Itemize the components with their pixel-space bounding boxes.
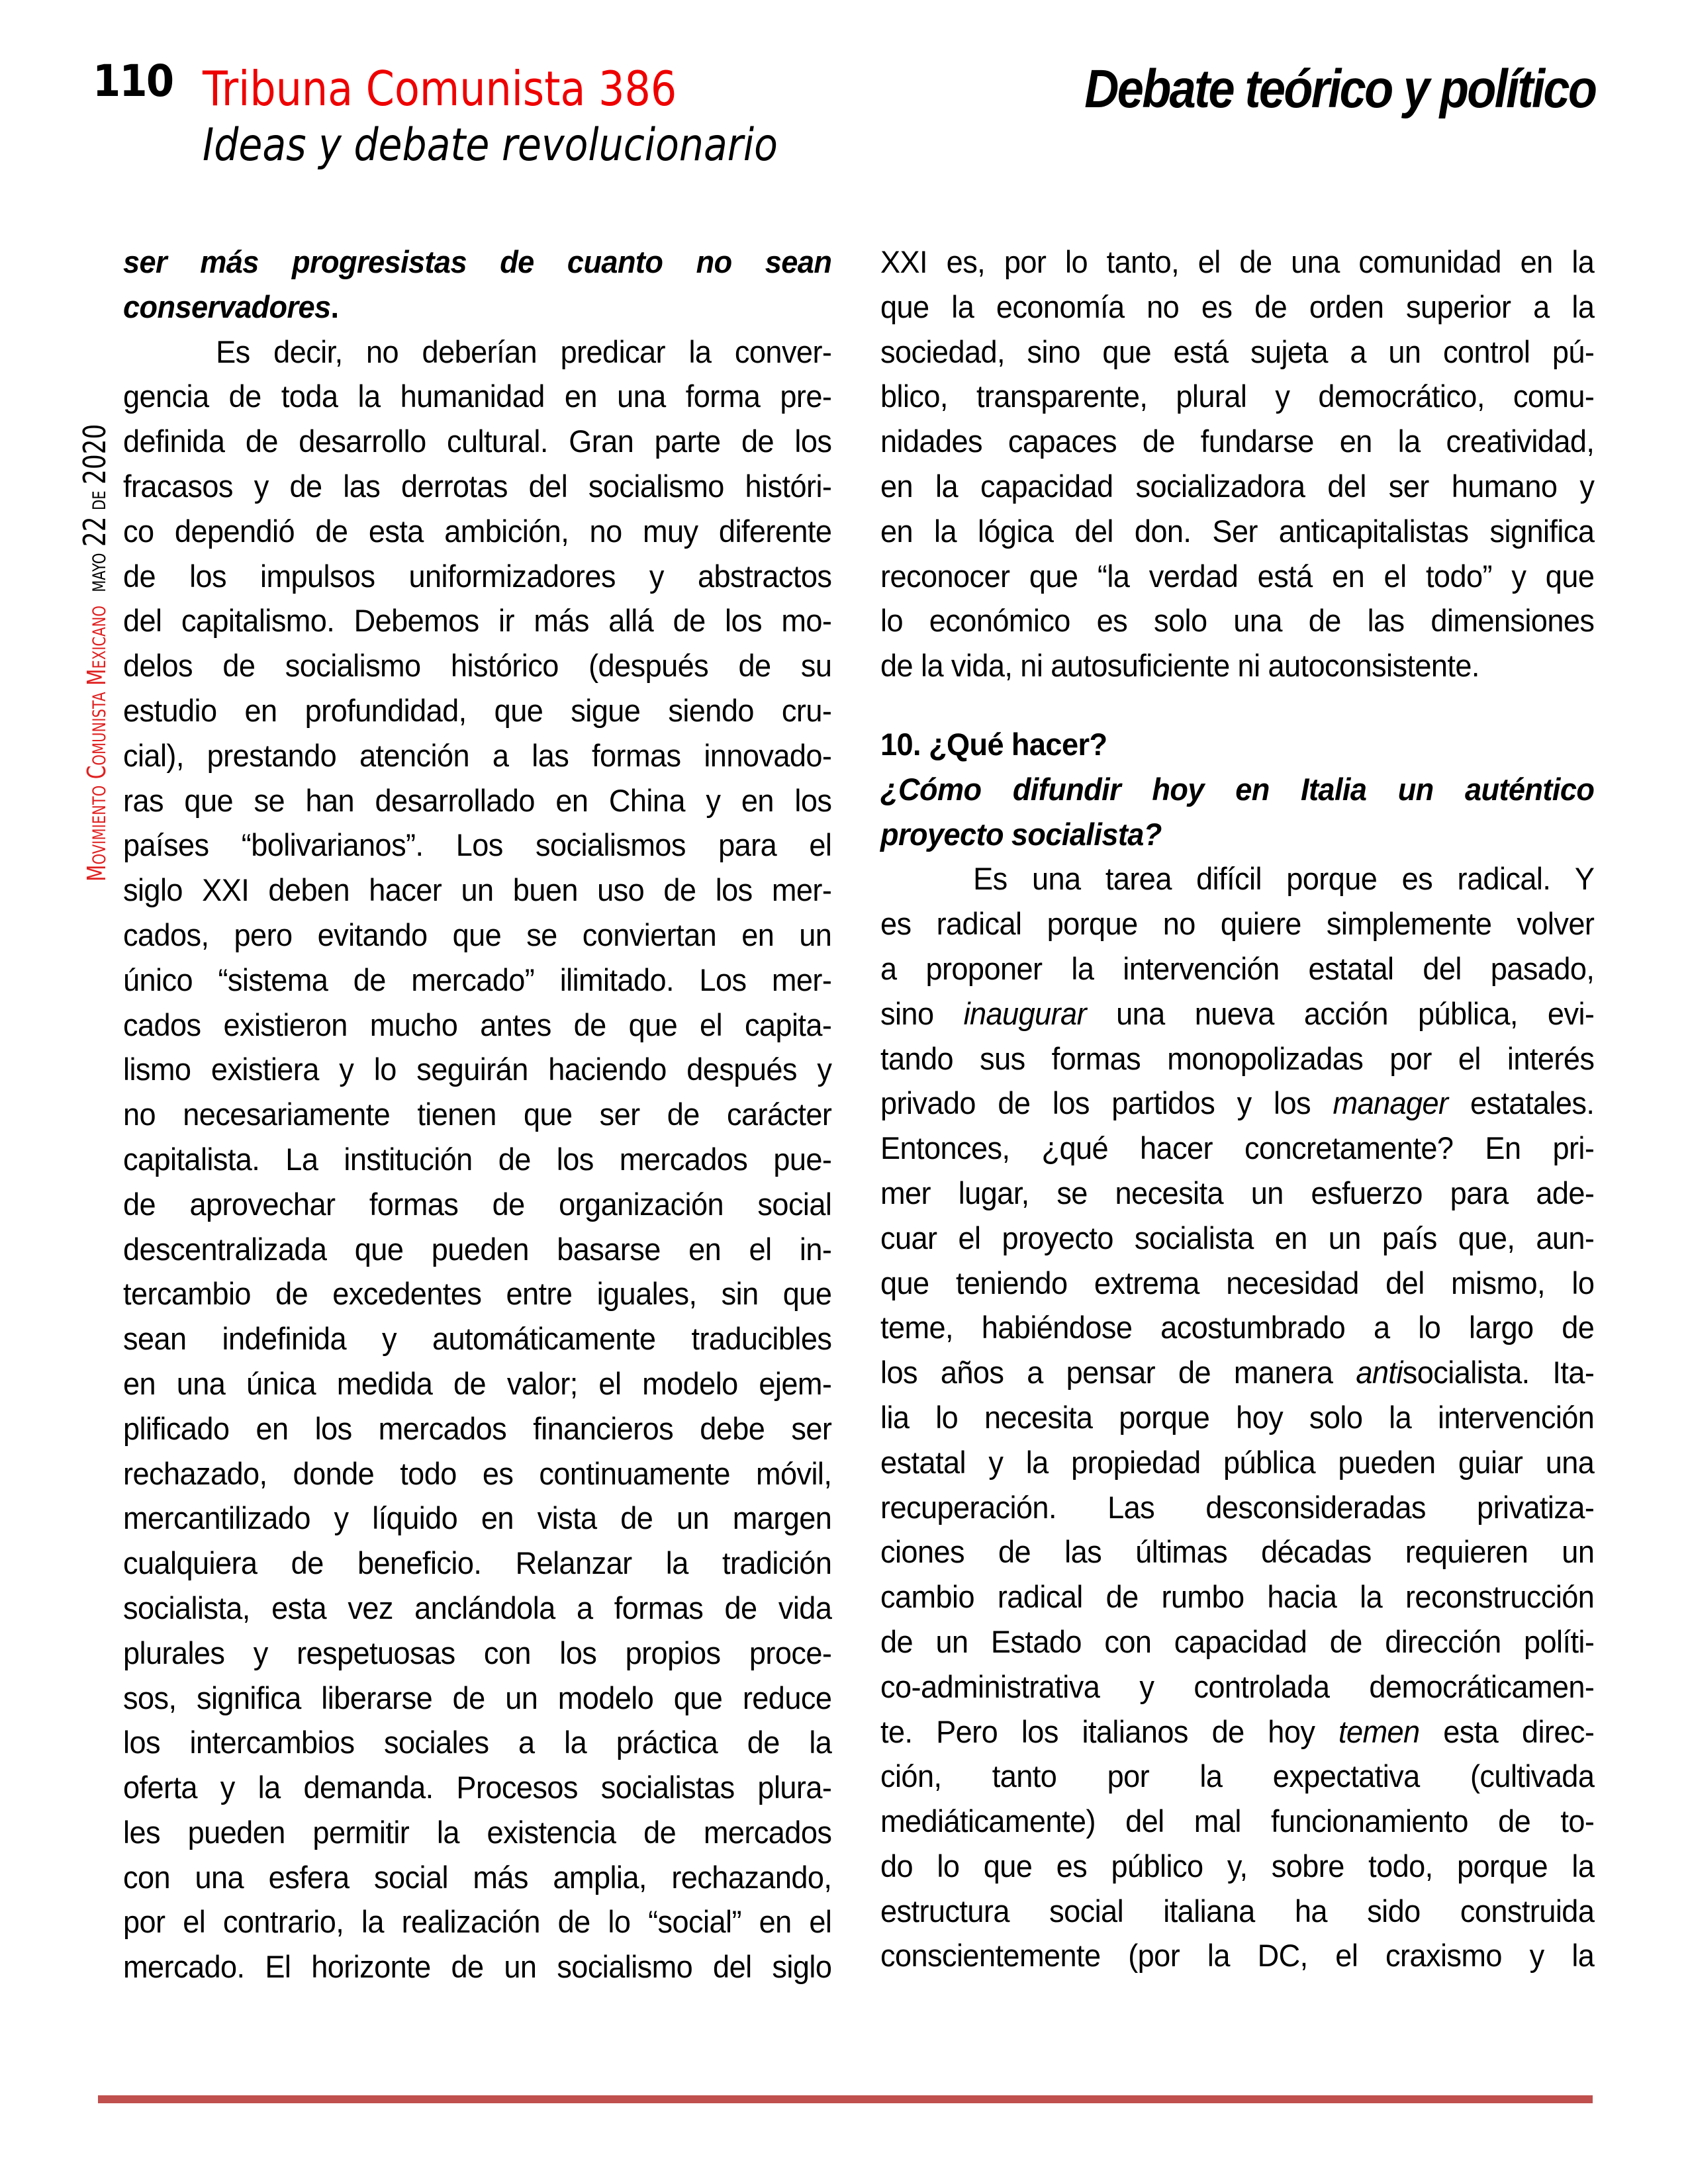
text-segment: privado de los partidos y los	[880, 1085, 1333, 1121]
text-line	[880, 1081, 1594, 1126]
text-segment: que teniendo extrema necesidad del mismo, lo	[880, 1265, 1595, 1300]
text-line	[880, 240, 1594, 285]
text-line	[123, 509, 831, 554]
text-line	[880, 464, 1594, 509]
text-line	[123, 1227, 831, 1272]
text-segment: te. Pero los italianos de hoy	[880, 1713, 1339, 1749]
text-segment: de aprovechar formas de organización social	[123, 1186, 832, 1222]
text-segment: por el contrario, la realización de lo “social” en el	[123, 1904, 832, 1940]
text-segment: sino	[880, 995, 964, 1031]
text-segment: mercantilizado y líquido en vista de un margen	[123, 1500, 832, 1536]
text-line	[123, 643, 831, 688]
text-line	[123, 419, 831, 464]
text-segment: siglo XXI deben hacer un buen uso de los mer-	[123, 872, 832, 908]
text-segment: cuar el proyecto socialista en un país que, aun-	[880, 1220, 1595, 1255]
text-line	[880, 598, 1594, 643]
text-segment: reconocer que “la verdad está en el todo” y que	[880, 558, 1595, 594]
text-segment: rechazado, donde todo es continuamente móvil,	[123, 1455, 832, 1491]
text-line	[123, 1182, 831, 1227]
text-segment: mercado. El horizonte de un socialismo del siglo	[123, 1949, 832, 1985]
text-segment: delos de socialismo histórico (después de su	[123, 648, 832, 684]
text-line	[123, 285, 831, 330]
text-line	[880, 1574, 1594, 1619]
text-segment: a proponer la intervención estatal del pasado,	[880, 950, 1595, 986]
text-segment: fracasos y de las derrotas del socialismo históri-	[123, 468, 832, 504]
magazine-title: Tribuna Comunista 386	[203, 61, 677, 116]
text-segment: estatal y la propiedad pública pueden guiar una	[880, 1444, 1595, 1480]
text-segment: es radical porque no quiere simplemente volver	[880, 906, 1595, 942]
text-line	[880, 554, 1594, 599]
text-segment: capitalista. La institución de los mercados pue-	[123, 1141, 832, 1177]
text-line	[880, 1529, 1594, 1574]
text-segment: único “sistema de mercado” ilimitado. Los mer-	[123, 962, 832, 997]
text-line	[123, 1137, 831, 1182]
right-column-intro	[880, 240, 1594, 688]
right-column	[880, 240, 1594, 1978]
text-line	[880, 1395, 1594, 1440]
text-line	[880, 419, 1594, 464]
text-segment: blico, transparente, plural y democrático, comu-	[880, 379, 1595, 414]
text-segment: conscientemente (por la DC, el craxismo y la	[880, 1938, 1595, 1974]
text-line	[880, 1709, 1594, 1754]
text-segment: do lo que es público y, sobre todo, porque la	[880, 1848, 1595, 1884]
text-line	[123, 1765, 831, 1810]
text-line	[123, 374, 831, 419]
text-line	[880, 1933, 1594, 1978]
left-column	[123, 240, 831, 1989]
text-segment: estructura social italiana ha sido construida	[880, 1893, 1595, 1929]
text-line	[880, 1664, 1594, 1709]
sidebar-date	[77, 424, 113, 592]
sidebar-date-de: de	[82, 490, 111, 510]
text-segment: de la vida, ni autosuficiente ni autoconsistente.	[880, 648, 1479, 684]
text-segment: socialista, esta vez anclándola a formas de vida	[123, 1590, 832, 1625]
text-segment: esta direc-	[1419, 1713, 1595, 1749]
text-segment: estatales.	[1448, 1085, 1595, 1121]
text-segment: sociedad, sino que está sujeta a un control pú-	[880, 334, 1595, 369]
text-segment: del capitalismo. Debemos ir más allá de los mo-	[123, 603, 832, 639]
text-line	[123, 1720, 831, 1765]
magazine-subtitle: Ideas y debate revolucionario	[203, 119, 778, 171]
text-line	[123, 778, 831, 823]
text-segment: co dependió de esta ambición, no muy diferente	[123, 513, 832, 549]
sidebar-date-day: 22	[77, 516, 113, 547]
text-line	[880, 1844, 1594, 1889]
text-segment: cial), prestando atención a las formas innovado-	[123, 737, 832, 773]
text-segment: mer lugar, se necesita un esfuerzo para ade-	[880, 1175, 1595, 1210]
text-segment: socialista. Ita-	[1402, 1355, 1595, 1390]
emphasis-text: manager	[1333, 1085, 1448, 1121]
text-line	[123, 913, 831, 958]
emphasis-text: temen	[1338, 1713, 1420, 1749]
text-segment: de un Estado con capacidad de dirección políti-	[880, 1623, 1595, 1659]
text-segment: nidades capaces de fundarse en la creatividad,	[880, 424, 1595, 459]
text-line	[880, 509, 1594, 554]
text-line	[123, 1676, 831, 1721]
text-segment: cados existieron mucho antes de que el capita-	[123, 1007, 832, 1042]
text-line	[123, 868, 831, 913]
text-segment: lia lo necesita porque hoy solo la intervención	[880, 1399, 1595, 1435]
text-line	[880, 285, 1594, 330]
text-line	[880, 1440, 1594, 1485]
text-line	[880, 946, 1594, 991]
text-line	[880, 1754, 1594, 1799]
text-segment: sean indefinida y automáticamente traducibles	[123, 1321, 832, 1357]
text-segment: teme, habiéndose acostumbrado a lo largo de	[880, 1310, 1595, 1345]
text-segment: de los impulsos uniformizadores y abstractos	[123, 558, 832, 594]
page-number: 110	[93, 56, 173, 107]
footer-rule	[98, 2095, 1593, 2103]
text-segment: plificado en los mercados financieros debe ser	[123, 1410, 832, 1446]
text-line	[123, 733, 831, 778]
text-segment: descentralizada que pueden basarse en el in-	[123, 1231, 832, 1267]
text-line	[880, 1619, 1594, 1664]
text-segment: XXI es, por lo tanto, el de una comunidad en la	[880, 244, 1595, 279]
text-line	[880, 1350, 1594, 1395]
text-line	[880, 1171, 1594, 1216]
text-segment: .	[330, 289, 339, 324]
text-line	[123, 1092, 831, 1137]
text-segment: sos, significa liberarse de un modelo que reduce	[123, 1680, 832, 1715]
text-line	[880, 1261, 1594, 1306]
text-line	[880, 1799, 1594, 1844]
text-line	[123, 1361, 831, 1406]
text-segment: tando sus formas monopolizadas por el interés	[880, 1040, 1595, 1076]
text-segment: ciones de las últimas décadas requieren un	[880, 1534, 1595, 1570]
text-segment: ción, tanto por la expectativa (cultivada	[880, 1758, 1595, 1794]
text-line	[123, 1631, 831, 1676]
text-line	[123, 1810, 831, 1855]
text-line	[123, 1541, 831, 1586]
text-segment: cambio radical de rumbo hacia la reconstrucción	[880, 1579, 1595, 1615]
text-segment: lismo existiera y lo seguirán haciendo después y	[123, 1052, 832, 1087]
text-line	[123, 1586, 831, 1631]
text-line	[880, 1305, 1594, 1350]
text-segment: los intercambios sociales a la práctica de la	[123, 1725, 832, 1760]
text-segment: Es decir, no deberían predicar la conver-	[216, 334, 832, 369]
sidebar-date-year: 2020	[77, 424, 113, 485]
text-line	[123, 1271, 831, 1316]
text-line	[880, 374, 1594, 419]
text-segment: cualquiera de beneficio. Relanzar la tradición	[123, 1545, 832, 1581]
text-line	[880, 856, 1594, 901]
right-column-body	[880, 856, 1594, 1978]
text-line	[123, 330, 831, 375]
emphasis-text: anti	[1356, 1355, 1403, 1390]
section-subheading-line: ¿Cómo difundir hoy en Italia un auténtico	[880, 771, 1595, 807]
text-line	[123, 1944, 831, 1989]
text-line	[880, 1036, 1594, 1081]
text-line	[123, 240, 831, 285]
text-segment: en una única medida de valor; el modelo ejem-	[123, 1365, 832, 1401]
emphasis-text: inaugurar	[963, 995, 1087, 1031]
section-title: Debate teórico y político	[1084, 59, 1595, 119]
text-line	[123, 1496, 831, 1541]
text-line	[880, 1216, 1594, 1261]
text-segment: en la lógica del don. Ser anticapitalistas significa	[880, 513, 1595, 549]
text-line	[123, 1855, 831, 1900]
text-segment: lo económico es solo una de las dimensiones	[880, 603, 1595, 639]
text-segment: países “bolivarianos”. Los socialismos para el	[123, 827, 832, 863]
text-line	[880, 1126, 1594, 1171]
text-line	[123, 688, 831, 733]
sidebar-label	[77, 295, 113, 882]
text-segment: no necesariamente tienen que ser de carácter	[123, 1097, 832, 1132]
text-segment: una nueva acción pública, evi-	[1086, 995, 1595, 1031]
text-segment: oferta y la demanda. Procesos socialistas plura-	[123, 1770, 832, 1805]
text-segment: gencia de toda la humanidad en una forma pre-	[123, 379, 832, 414]
text-line	[123, 1451, 831, 1496]
text-line	[123, 1003, 831, 1048]
text-line	[880, 1889, 1594, 1934]
text-line	[123, 958, 831, 1003]
text-segment: ser más progresistas de cuanto no sean	[123, 244, 832, 279]
text-line	[123, 1406, 831, 1451]
text-segment: con una esfera social más amplia, rechazando,	[123, 1859, 832, 1895]
text-line	[123, 464, 831, 509]
text-line	[880, 643, 1594, 688]
section-subheading-line: proyecto socialista?	[880, 816, 1162, 852]
text-line	[880, 330, 1594, 375]
text-segment: mediáticamente) del mal funcionamiento de to-	[880, 1803, 1595, 1839]
text-line	[880, 1485, 1594, 1530]
text-line	[123, 1047, 831, 1092]
text-segment: cados, pero evitando que se conviertan en un	[123, 917, 832, 952]
text-segment: que la economía no es de orden superior a la	[880, 289, 1595, 324]
text-segment: en la capacidad socializadora del ser humano y	[880, 468, 1595, 504]
text-segment: estudio en profundidad, que sigue siendo cru-	[123, 692, 832, 728]
text-line	[123, 823, 831, 868]
text-line	[123, 1316, 831, 1361]
text-segment: Entonces, ¿qué hacer concretamente? En pri-	[880, 1130, 1595, 1166]
text-segment: los años a pensar de manera	[880, 1355, 1356, 1390]
text-line	[123, 554, 831, 599]
text-segment: definida de desarrollo cultural. Gran parte de los	[123, 424, 832, 459]
text-segment: Es una tarea difícil porque es radical. Y	[973, 861, 1595, 897]
section-gap	[880, 688, 1594, 722]
text-line	[880, 991, 1594, 1036]
text-line	[123, 1899, 831, 1944]
sidebar-date-month: mayo	[82, 553, 111, 592]
text-segment: les pueden permitir la existencia de mercados	[123, 1814, 832, 1850]
text-segment: plurales y respetuosas con los propios proce-	[123, 1635, 832, 1670]
text-segment: conservadores	[123, 289, 331, 324]
section-heading: 10. ¿Qué hacer?	[880, 726, 1107, 762]
text-line	[123, 598, 831, 643]
text-line	[880, 901, 1594, 946]
text-segment: tercambio de excedentes entre iguales, sin que	[123, 1276, 832, 1312]
text-segment: ras que se han desarrollado en China y en los	[123, 782, 832, 818]
text-segment: recuperación. Las desconsideradas privatiza-	[880, 1489, 1595, 1525]
text-segment: co-administrativa y controlada democráticamen-	[880, 1668, 1595, 1704]
sidebar-organization: Movimiento Comunista Mexicano	[82, 606, 111, 882]
